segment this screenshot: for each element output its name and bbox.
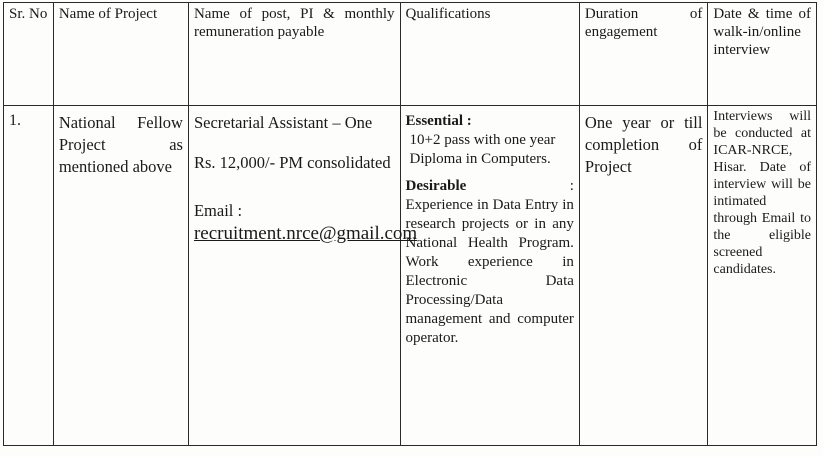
desirable-label: Desirable [405, 178, 467, 194]
row-qualifications-cell [400, 106, 579, 446]
header-sr-no: Sr. No [4, 3, 54, 106]
row-duration: One year or till completion of Project [579, 106, 707, 446]
header-row [4, 3, 817, 106]
table-row [4, 106, 817, 446]
post-name: Secretarial Assistant – One [193, 113, 373, 132]
header-post: Name of post, PI & monthly remuneration payable [188, 3, 400, 106]
row-sr-no: 1. [4, 106, 54, 446]
row-interview-details: Interviews will be conducted at ICAR-NRCE, Hisar. Date of interview will be intimated through Email to the eligible screened candidates. [708, 106, 817, 446]
desirable-text: Experience in Data Entry in research projects or in any National Health Program. Work experience in Electronic Data Processing/Data management and computer operator. [405, 197, 574, 346]
desirable-colon: : [569, 178, 574, 194]
header-name-of-project: Name of Project [53, 3, 188, 106]
remuneration: Rs. 12,000/- PM consolidated [193, 153, 391, 172]
row-project-name: National Fellow Project as mentioned above [53, 106, 188, 446]
desirable-heading [406, 177, 574, 196]
essential-label: Essential : [405, 113, 472, 129]
header-duration: Duration of engagement [579, 3, 707, 106]
header-date-time: Date & time of walk-in/online interview [708, 3, 817, 106]
email-link[interactable]: recruitment.nrce@gmail.com [193, 223, 418, 244]
row-post-cell [188, 106, 418, 446]
email-label: Email : [193, 201, 243, 220]
header-qualifications: Qualifications [400, 3, 579, 106]
recruitment-table [3, 2, 817, 446]
essential-text: 10+2 pass with one year Diploma in Computers. [409, 132, 556, 167]
